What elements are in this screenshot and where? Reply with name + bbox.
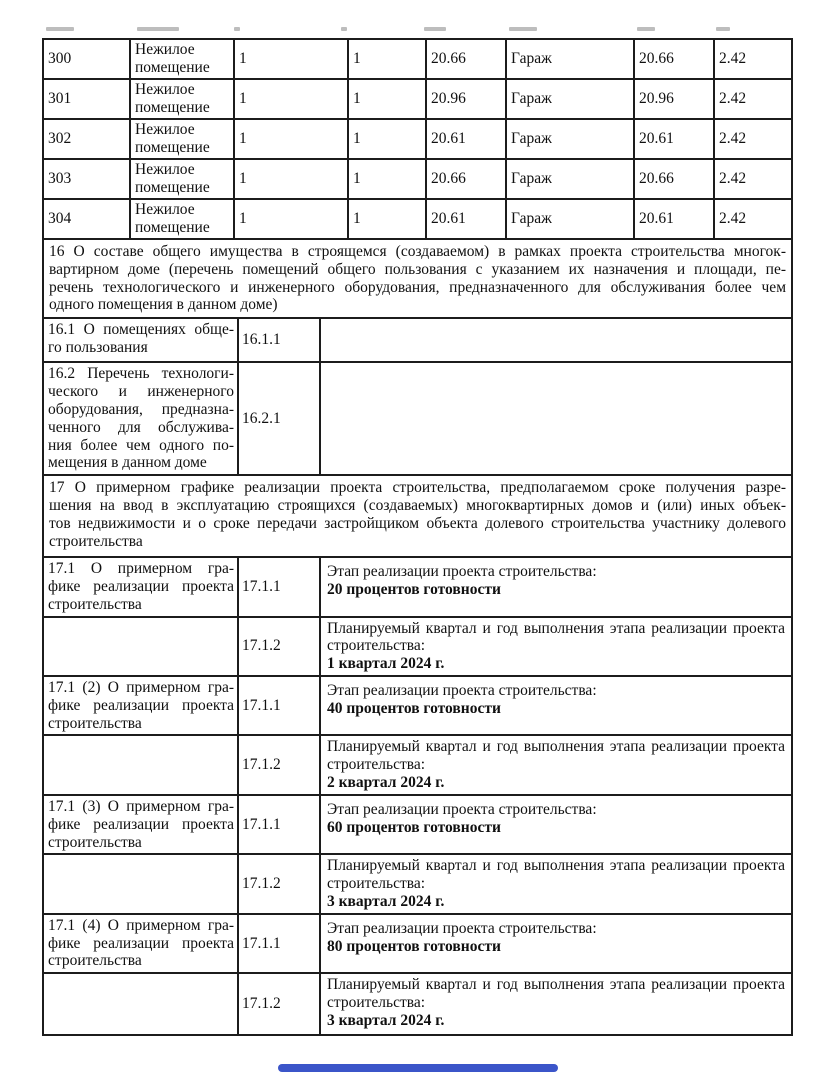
quarter-value: 1 квартал 2024 г. bbox=[327, 655, 445, 673]
unit-height-cell: 2.42 bbox=[719, 130, 747, 148]
cutoff-row-remnant bbox=[424, 27, 446, 31]
unit-number-cell: 303 bbox=[44, 160, 131, 198]
heading-line: строительства bbox=[49, 532, 143, 550]
heading-line: тов недвижимости и о сроке передачи застройщиком объекта долевого строительства участнику долевого bbox=[49, 514, 786, 532]
unit-col4-cell: 1 bbox=[349, 120, 427, 158]
label-line: ченного для обслужива- bbox=[48, 418, 234, 436]
quarter-label-line: строительства: bbox=[327, 994, 426, 1011]
unit-height-cell: 2.42 bbox=[719, 170, 747, 188]
section-16-heading-row bbox=[44, 240, 791, 319]
unit-col3-cell: 1 bbox=[235, 200, 349, 238]
quarter-value: 3 квартал 2024 г. bbox=[327, 892, 445, 910]
unit-row bbox=[44, 40, 791, 80]
unit-purpose-cell: Гараж bbox=[507, 120, 635, 158]
unit-col3-cell: 1 bbox=[235, 160, 349, 198]
label-line: го пользования bbox=[48, 339, 148, 357]
label-line: фике реализации проекта bbox=[48, 934, 234, 952]
row-17-1-2-stage bbox=[44, 677, 791, 736]
label-line: строительства bbox=[48, 952, 142, 970]
label-line: ния более чем одного по- bbox=[48, 436, 234, 454]
quarter-value-cell bbox=[321, 736, 791, 793]
row-16-1-label bbox=[44, 319, 239, 361]
stage-value-cell bbox=[321, 677, 791, 734]
unit-area-cell: 20.66 bbox=[427, 160, 507, 198]
section-16-heading bbox=[44, 240, 791, 317]
unit-row bbox=[44, 200, 791, 240]
quarter-value: 2 квартал 2024 г. bbox=[327, 774, 445, 792]
unit-col3-cell: 1 bbox=[235, 120, 349, 158]
label-line: 16.1 О помещениях обще- bbox=[48, 321, 234, 339]
label-line: мещения в данном доме bbox=[48, 454, 207, 472]
row-16-1 bbox=[44, 319, 791, 363]
unit-number-cell: 301 bbox=[44, 80, 131, 118]
unit-number-cell: 300 bbox=[44, 40, 131, 78]
quarter-code: 17.1.2 bbox=[239, 618, 321, 675]
row-16-2-code: 16.2.1 bbox=[239, 363, 321, 474]
stage-code: 17.1.1 bbox=[239, 915, 321, 972]
label-line: строительства bbox=[48, 595, 142, 613]
unit-type-cell: Нежилое помещение bbox=[131, 160, 235, 198]
unit-area2-cell: 20.61 bbox=[635, 120, 715, 158]
unit-col3-cell: 1 bbox=[235, 80, 349, 118]
row-16-2-value bbox=[321, 363, 791, 474]
stage-value: 80 процентов готовности bbox=[327, 937, 501, 955]
quarter-value-cell bbox=[321, 618, 791, 675]
stage-value-cell bbox=[321, 796, 791, 853]
quarter-code: 17.1.2 bbox=[239, 855, 321, 912]
label-line: оборудования, предназна- bbox=[48, 400, 234, 418]
heading-line: вартирном доме (перечень помещений общего пользования с указанием их назначения и площади, пе- bbox=[49, 260, 786, 278]
cutoff-row-remnant bbox=[637, 27, 655, 31]
label-line: фике реализации проекта bbox=[48, 696, 234, 714]
unit-purpose-cell: Гараж bbox=[507, 80, 635, 118]
quarter-label-line: Планируемый квартал и год выполнения этапа реализации проекта bbox=[327, 976, 785, 994]
cutoff-row-remnant bbox=[234, 27, 240, 31]
label-line: 17.1 (4) О примерном гра- bbox=[48, 916, 234, 934]
heading-line: шения на ввод в эксплуатацию строящихся (создаваемых) многоквартирных домов и (или) иных объек- bbox=[49, 496, 786, 514]
unit-row bbox=[44, 120, 791, 160]
row-17-1-4-quarter bbox=[44, 974, 791, 1034]
unit-area2-cell: 20.66 bbox=[635, 160, 715, 198]
unit-purpose-cell: Гараж bbox=[507, 200, 635, 238]
unit-type-cell: Нежилое помещение bbox=[131, 40, 235, 78]
row-17-1-label bbox=[44, 558, 239, 615]
empty-label-cell bbox=[44, 855, 239, 912]
stage-code: 17.1.1 bbox=[239, 558, 321, 615]
quarter-label-line: строительства: bbox=[327, 756, 426, 774]
unit-number-cell: 304 bbox=[44, 200, 131, 238]
row-16-1-code: 16.1.1 bbox=[239, 319, 321, 361]
row-17-1-3-stage bbox=[44, 796, 791, 855]
unit-col4-cell: 1 bbox=[349, 80, 427, 118]
cutoff-row-remnant bbox=[46, 27, 74, 31]
row-17-1-4-stage bbox=[44, 915, 791, 974]
unit-col4-cell: 1 bbox=[349, 160, 427, 198]
stage-value-cell bbox=[321, 558, 791, 615]
empty-label-cell bbox=[44, 974, 239, 1034]
heading-line: речень технологического и инженерного оборудования, предназначенного для обслуживания более чем bbox=[49, 278, 786, 296]
unit-area-cell: 20.96 bbox=[427, 80, 507, 118]
quarter-value-cell bbox=[321, 855, 791, 912]
row-17-1-2-quarter bbox=[44, 736, 791, 795]
row-17-1-stage bbox=[44, 558, 791, 617]
quarter-label-line: строительства: bbox=[327, 637, 426, 655]
unit-height-cell: 2.42 bbox=[719, 90, 747, 108]
unit-height-cell: 2.42 bbox=[719, 50, 747, 68]
quarter-code: 17.1.2 bbox=[239, 974, 321, 1034]
quarter-label-line: Планируемый квартал и год выполнения этапа реализации проекта bbox=[327, 857, 785, 875]
row-16-1-value bbox=[321, 319, 791, 361]
project-declaration-table bbox=[42, 38, 793, 1036]
unit-type-cell: Нежилое помещение bbox=[131, 200, 235, 238]
unit-area-cell: 20.61 bbox=[427, 120, 507, 158]
stage-label: Этап реализации проекта строительства: bbox=[327, 919, 597, 937]
row-17-1-3-quarter bbox=[44, 855, 791, 914]
label-line: строительства bbox=[48, 833, 142, 851]
quarter-value: 3 квартал 2024 г. bbox=[327, 1011, 445, 1029]
heading-line: 17 О примерном графике реализации проекта строительства, предполагаемом сроке получения разре- bbox=[49, 479, 786, 497]
stage-code: 17.1.1 bbox=[239, 677, 321, 734]
quarter-label-line: строительства: bbox=[327, 875, 426, 893]
cutoff-row-remnant bbox=[509, 27, 537, 31]
unit-col4-cell: 1 bbox=[349, 200, 427, 238]
unit-col4-cell: 1 bbox=[349, 40, 427, 78]
section-17-heading bbox=[44, 476, 791, 556]
stage-value: 60 процентов готовности bbox=[327, 818, 501, 836]
unit-area2-cell: 20.61 bbox=[635, 200, 715, 238]
stage-label: Этап реализации проекта строительства: bbox=[327, 800, 597, 818]
row-16-2 bbox=[44, 363, 791, 476]
unit-type-cell: Нежилое помещение bbox=[131, 120, 235, 158]
empty-label-cell bbox=[44, 618, 239, 675]
row-17-1-3-label bbox=[44, 796, 239, 853]
unit-purpose-cell: Гараж bbox=[507, 160, 635, 198]
heading-line: 16 О составе общего имущества в строящемся (создаваемом) в рамках проекта строительства многок- bbox=[49, 243, 786, 260]
section-17-heading-row bbox=[44, 476, 791, 558]
unit-row bbox=[44, 160, 791, 200]
label-line: фике реализации проекта bbox=[48, 815, 234, 833]
unit-area-cell: 20.66 bbox=[427, 40, 507, 78]
quarter-label-line: Планируемый квартал и год выполнения этапа реализации проекта bbox=[327, 738, 785, 756]
quarter-code: 17.1.2 bbox=[239, 736, 321, 793]
unit-number-cell: 302 bbox=[44, 120, 131, 158]
unit-col3-cell: 1 bbox=[235, 40, 349, 78]
label-line: 17.1 (2) О примерном гра- bbox=[48, 679, 234, 696]
empty-label-cell bbox=[44, 736, 239, 793]
label-line: ческого и инженерного bbox=[48, 383, 234, 401]
stage-label: Этап реализации проекта строительства: bbox=[327, 563, 597, 581]
quarter-label-line: Планируемый квартал и год выполнения этапа реализации проекта bbox=[327, 619, 785, 637]
stage-value-cell bbox=[321, 915, 791, 972]
unit-purpose-cell: Гараж bbox=[507, 40, 635, 78]
unit-area2-cell: 20.96 bbox=[635, 80, 715, 118]
quarter-value-cell bbox=[321, 974, 791, 1034]
unit-area2-cell: 20.66 bbox=[635, 40, 715, 78]
label-line: строительства bbox=[48, 714, 142, 732]
label-line: 17.1 О примерном гра- bbox=[48, 560, 234, 578]
cutoff-row-remnant bbox=[716, 27, 730, 31]
row-17-1-quarter bbox=[44, 618, 791, 677]
label-line: 17.1 (3) О примерном гра- bbox=[48, 797, 234, 815]
unit-type-cell: Нежилое помещение bbox=[131, 80, 235, 118]
unit-area-cell: 20.61 bbox=[427, 200, 507, 238]
heading-line: одного помещения в данном доме) bbox=[49, 296, 278, 314]
unit-height-cell: 2.42 bbox=[719, 210, 747, 228]
stage-label: Этап реализации проекта строительства: bbox=[327, 682, 597, 699]
label-line: 16.2 Перечень технологи- bbox=[48, 365, 234, 383]
stage-value: 40 процентов готовности bbox=[327, 699, 501, 717]
unit-row bbox=[44, 80, 791, 120]
row-16-2-label bbox=[44, 363, 239, 474]
label-line: фике реализации проекта bbox=[48, 577, 234, 595]
row-17-1-2-label bbox=[44, 677, 239, 734]
bottom-indicator-bar[interactable] bbox=[278, 1064, 558, 1072]
row-17-1-4-label bbox=[44, 915, 239, 972]
stage-value: 20 процентов готовности bbox=[327, 580, 501, 598]
stage-code: 17.1.1 bbox=[239, 796, 321, 853]
cutoff-row-remnant bbox=[137, 27, 179, 31]
cutoff-row-remnant bbox=[341, 27, 347, 31]
